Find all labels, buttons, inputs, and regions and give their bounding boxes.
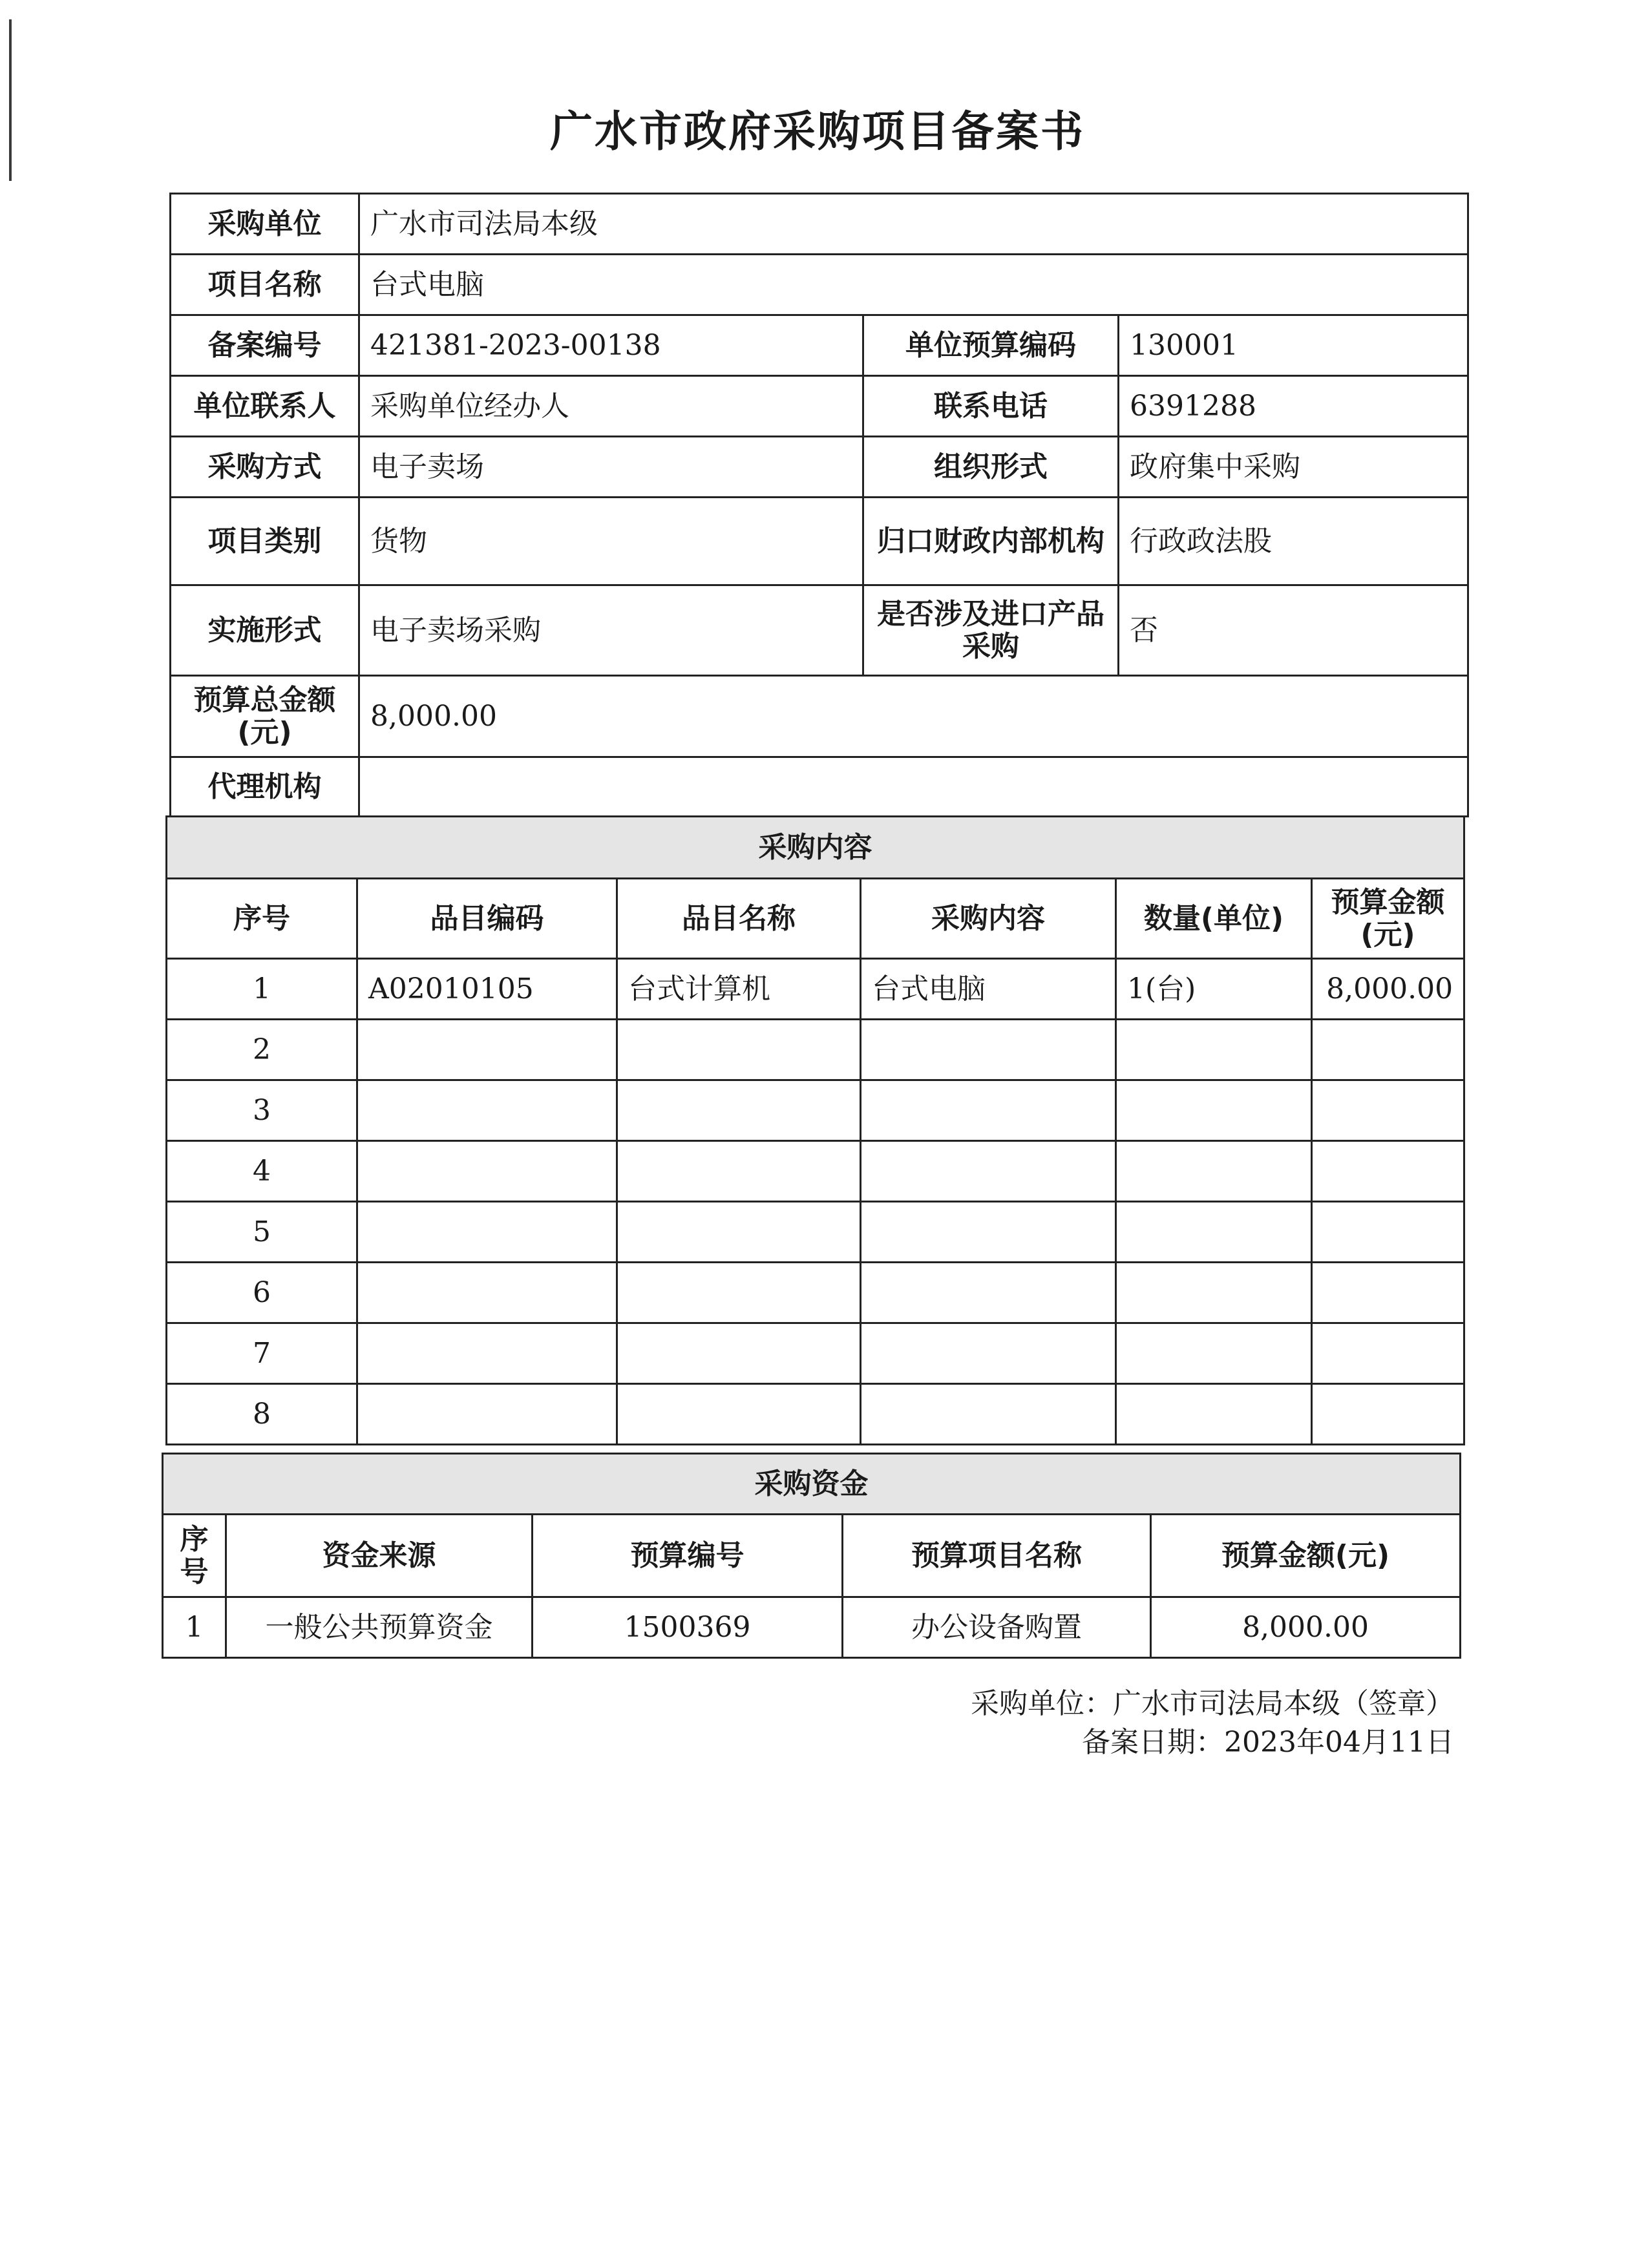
quantity xyxy=(1116,1141,1312,1202)
item-name xyxy=(617,1020,861,1080)
quantity xyxy=(1116,1020,1312,1080)
impl-label: 实施形式 xyxy=(171,585,359,676)
agency-label: 代理机构 xyxy=(171,757,359,817)
category-label: 项目类别 xyxy=(171,498,359,585)
row-index: 8 xyxy=(167,1384,357,1445)
content-desc xyxy=(861,1323,1116,1384)
quantity xyxy=(1116,1263,1312,1323)
row-index: 4 xyxy=(167,1141,357,1202)
record-date-line: 备案日期：2023年04月11日 xyxy=(1082,1726,1454,1759)
table-row xyxy=(167,1323,1464,1384)
record-no-label: 备案编号 xyxy=(171,315,359,376)
item-name: 台式计算机 xyxy=(617,959,861,1020)
contact-value: 采购单位经办人 xyxy=(359,376,863,437)
content-desc xyxy=(861,1384,1116,1445)
import-label: 是否涉及进口产品采购 xyxy=(863,585,1119,676)
impl-value: 电子卖场采购 xyxy=(359,585,863,676)
budget-amount xyxy=(1312,1020,1464,1080)
row-index: 1 xyxy=(163,1597,226,1658)
item-name xyxy=(617,1323,861,1384)
content-header-quantity: 数量(单位) xyxy=(1116,879,1312,959)
item-name xyxy=(617,1202,861,1263)
row-index: 7 xyxy=(167,1323,357,1384)
budget-no: 1500369 xyxy=(533,1597,843,1658)
phone-label: 联系电话 xyxy=(863,376,1119,437)
table-row xyxy=(167,1263,1464,1323)
import-value: 否 xyxy=(1119,585,1468,676)
content-desc xyxy=(861,1080,1116,1141)
item-code xyxy=(357,1263,617,1323)
quantity: 1(台) xyxy=(1116,959,1312,1020)
table-row xyxy=(163,1597,1461,1658)
table-row xyxy=(167,1020,1464,1080)
funds-header-index: 序号 xyxy=(163,1515,226,1597)
purchase-content-table xyxy=(165,815,1465,1445)
funds-header-project: 预算项目名称 xyxy=(843,1515,1151,1597)
budget-amount: 8,000.00 xyxy=(1312,959,1464,1020)
quantity xyxy=(1116,1202,1312,1263)
row-index: 3 xyxy=(167,1080,357,1141)
contact-label: 单位联系人 xyxy=(171,376,359,437)
quantity xyxy=(1116,1384,1312,1445)
purchase-funds-title: 采购资金 xyxy=(163,1454,1461,1515)
item-name xyxy=(617,1384,861,1445)
content-desc xyxy=(861,1202,1116,1263)
quantity xyxy=(1116,1323,1312,1384)
project-name-value: 台式电脑 xyxy=(359,255,1468,315)
table-row xyxy=(167,959,1464,1020)
budget-amount xyxy=(1312,1263,1464,1323)
content-header-index: 序号 xyxy=(167,879,357,959)
quantity xyxy=(1116,1080,1312,1141)
item-code xyxy=(357,1080,617,1141)
purchaser-label: 采购单位 xyxy=(171,194,359,255)
content-desc: 台式电脑 xyxy=(861,959,1116,1020)
budget-amount xyxy=(1312,1384,1464,1445)
item-code xyxy=(357,1020,617,1080)
content-desc xyxy=(861,1263,1116,1323)
content-header-content: 采购内容 xyxy=(861,879,1116,959)
budget-amount: 8,000.00 xyxy=(1151,1597,1461,1658)
budget-amount xyxy=(1312,1141,1464,1202)
budget-project: 办公设备购置 xyxy=(843,1597,1151,1658)
category-value: 货物 xyxy=(359,498,863,585)
document-title: 广水市政府采购项目备案书 xyxy=(550,107,1085,156)
budget-code-value: 130001 xyxy=(1119,315,1468,376)
signature-line: 采购单位：广水市司法局本级（签章） xyxy=(971,1687,1454,1720)
org-form-label: 组织形式 xyxy=(863,437,1119,498)
item-code xyxy=(357,1384,617,1445)
method-label: 采购方式 xyxy=(171,437,359,498)
content-header-item-name: 品目名称 xyxy=(617,879,861,959)
purchaser-value: 广水市司法局本级 xyxy=(359,194,1468,255)
row-index: 2 xyxy=(167,1020,357,1080)
table-row xyxy=(167,1384,1464,1445)
content-header-budget: 预算金额(元) xyxy=(1312,879,1464,959)
agency-value xyxy=(359,757,1468,817)
row-index: 1 xyxy=(167,959,357,1020)
phone-value: 6391288 xyxy=(1119,376,1468,437)
funds-header-budget-no: 预算编号 xyxy=(533,1515,843,1597)
row-index: 6 xyxy=(167,1263,357,1323)
table-row xyxy=(167,1202,1464,1263)
item-code xyxy=(357,1323,617,1384)
budget-total-value: 8,000.00 xyxy=(359,676,1468,757)
item-name xyxy=(617,1080,861,1141)
item-code: A02010105 xyxy=(357,959,617,1020)
content-desc xyxy=(861,1141,1116,1202)
item-code xyxy=(357,1141,617,1202)
finance-dept-label: 归口财政内部机构 xyxy=(863,498,1119,585)
project-name-label: 项目名称 xyxy=(171,255,359,315)
funds-header-amount: 预算金额(元) xyxy=(1151,1515,1461,1597)
project-info-table xyxy=(169,193,1469,817)
budget-amount xyxy=(1312,1080,1464,1141)
method-value: 电子卖场 xyxy=(359,437,863,498)
item-name xyxy=(617,1263,861,1323)
item-code xyxy=(357,1202,617,1263)
budget-amount xyxy=(1312,1323,1464,1384)
fund-source: 一般公共预算资金 xyxy=(226,1597,533,1658)
item-name xyxy=(617,1141,861,1202)
budget-total-label: 预算总金额(元) xyxy=(171,676,359,757)
content-header-item-code: 品目编码 xyxy=(357,879,617,959)
purchase-funds-table xyxy=(162,1453,1461,1659)
record-no-value: 421381-2023-00138 xyxy=(359,315,863,376)
budget-amount xyxy=(1312,1202,1464,1263)
org-form-value: 政府集中采购 xyxy=(1119,437,1468,498)
row-index: 5 xyxy=(167,1202,357,1263)
table-row xyxy=(167,1080,1464,1141)
purchase-content-title: 采购内容 xyxy=(167,817,1464,879)
funds-header-source: 资金来源 xyxy=(226,1515,533,1597)
table-row xyxy=(167,1141,1464,1202)
content-desc xyxy=(861,1020,1116,1080)
budget-code-label: 单位预算编码 xyxy=(863,315,1119,376)
finance-dept-value: 行政政法股 xyxy=(1119,498,1468,585)
